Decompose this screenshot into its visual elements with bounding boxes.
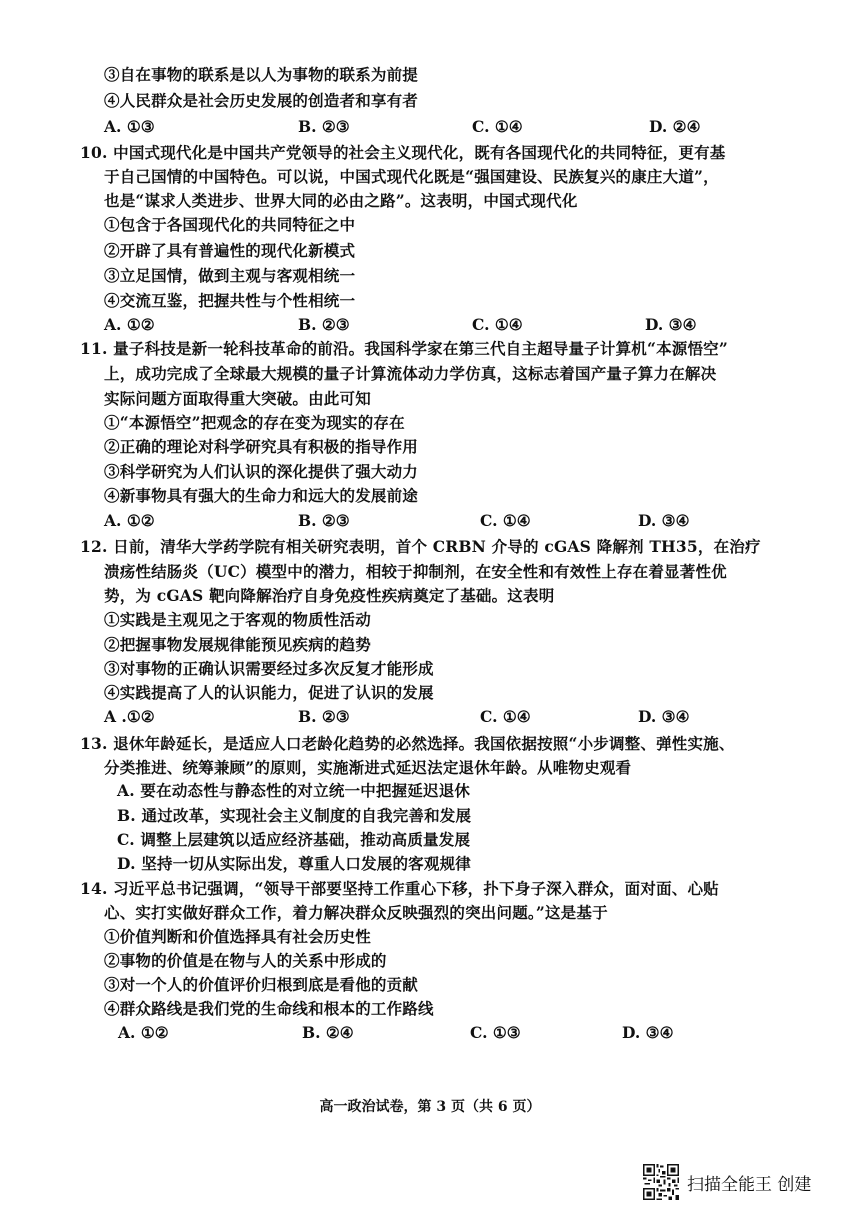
question-11-options bbox=[104, 510, 724, 532]
question-11-item-1: ①“本源悟空”把观念的存在变为现实的存在 bbox=[104, 413, 405, 432]
option-a: A. ①③ bbox=[104, 117, 155, 136]
question-12-item-4: ④实践提高了人的认识能力，促进了认识的发展 bbox=[104, 683, 434, 702]
question-12-stem-line-2: 溃疡性结肠炎（UC）模型中的潜力，相较于抑制剂，在安全性和有效性上存在着显著性优 bbox=[104, 562, 727, 581]
option-b: B. ②③ bbox=[298, 117, 350, 136]
question-10-stem-line-2: 于自己国情的中国特色。可以说，中国式现代化既是“强国建设、民族复兴的康庄大道”， bbox=[104, 167, 719, 186]
question-14-item-1: ①价值判断和价值选择具有社会历史性 bbox=[104, 927, 371, 946]
option-c: C. ①④ bbox=[472, 117, 523, 136]
option-b: B. ②③ bbox=[298, 315, 350, 334]
page-footer: 高一政治试卷，第 3 页（共 6 页） bbox=[319, 1099, 541, 1115]
question-10-options bbox=[104, 314, 724, 336]
question-10-item-2: ②开辟了具有普遍性的现代化新模式 bbox=[104, 241, 356, 260]
question-10-item-4: ④交流互鉴，把握共性与个性相统一 bbox=[104, 291, 356, 310]
question-12-item-2: ②把握事物发展规律能预见疾病的趋势 bbox=[104, 635, 371, 654]
question-11-item-2: ②正确的理论对科学研究具有积极的指导作用 bbox=[104, 437, 419, 456]
watermark-text: 扫描全能王 创建 bbox=[687, 1174, 812, 1195]
question-10-stem-line-1: 10. 中国式现代化是中国共产党领导的社会主义现代化，既有各国现代化的共同特征，更有基 bbox=[80, 143, 726, 162]
question-10-item-3: ③立足国情，做到主观与客观相统一 bbox=[104, 266, 356, 285]
question-9-item-3: ③自在事物的联系是以人为事物的联系为前提 bbox=[104, 65, 419, 84]
question-13-stem-line-1: 13. 退休年龄延长，是适应人口老龄化趋势的必然选择。我国依据按照“小步调整、弹性实施、 bbox=[80, 734, 735, 753]
option-d: D. ③④ bbox=[622, 1023, 674, 1042]
option-c: C. ①④ bbox=[480, 511, 531, 530]
scanner-watermark bbox=[643, 1162, 811, 1202]
question-14-item-4: ④群众路线是我们党的生命线和根本的工作路线 bbox=[104, 999, 434, 1018]
option-a: A .①② bbox=[104, 707, 155, 726]
question-11-stem-line-2: 上，成功完成了全球最大规模的量子计算流体动力学仿真，这标志着国产量子算力在解决 bbox=[104, 364, 717, 383]
question-11-stem-line-1: 11. 量子科技是新一轮科技革命的前沿。我国科学家在第三代自主超导量子计算机“本源悟空” bbox=[80, 339, 728, 358]
question-10-item-1: ①包含于各国现代化的共同特征之中 bbox=[104, 215, 356, 234]
question-13-option-c: C. 调整上层建筑以适应经济基础，推动高质量发展 bbox=[117, 830, 471, 849]
option-b: B. ②④ bbox=[302, 1023, 354, 1042]
option-a: A. ①② bbox=[118, 1023, 169, 1042]
option-c: C. ①④ bbox=[472, 315, 523, 334]
option-c: C. ①④ bbox=[480, 707, 531, 726]
question-11-item-4: ④新事物具有强大的生命力和远大的发展前途 bbox=[104, 486, 419, 505]
question-11-item-3: ③科学研究为人们认识的深化提供了强大动力 bbox=[104, 462, 419, 481]
question-11-stem-line-3: 实际问题方面取得重大突破。由此可知 bbox=[104, 389, 371, 408]
question-12-item-1: ①实践是主观见之于客观的物质性活动 bbox=[104, 610, 371, 629]
question-14-stem-line-1: 14. 习近平总书记强调，“领导干部要坚持工作重心下移，扑下身子深入群众，面对面、心贴 bbox=[80, 879, 719, 898]
question-13-stem-line-2: 分类推进、统筹兼顾”的原则，实施渐进式延迟法定退休年龄。从唯物史观看 bbox=[104, 758, 632, 777]
question-9-options bbox=[104, 116, 724, 138]
question-12-options bbox=[104, 706, 724, 728]
question-14-stem-line-2: 心、实打实做好群众工作，着力解决群众反映强烈的突出问题。”这是基于 bbox=[104, 903, 608, 922]
option-d: D. ③④ bbox=[638, 707, 690, 726]
question-14-options bbox=[104, 1022, 724, 1044]
qr-code-icon bbox=[643, 1164, 679, 1200]
question-12-item-3: ③对事物的正确认识需要经过多次反复才能形成 bbox=[104, 659, 434, 678]
option-d: D. ②④ bbox=[649, 117, 701, 136]
question-13-option-b: B. 通过改革，实现社会主义制度的自我完善和发展 bbox=[117, 806, 472, 825]
question-14-item-2: ②事物的价值是在物与人的关系中形成的 bbox=[104, 951, 387, 970]
question-14-item-3: ③对一个人的价值评价归根到底是看他的贡献 bbox=[104, 975, 419, 994]
option-b: B. ②③ bbox=[298, 511, 350, 530]
option-b: B. ②③ bbox=[298, 707, 350, 726]
option-a: A. ①② bbox=[104, 315, 155, 334]
question-13-option-d: D. 坚持一切从实际出发，尊重人口发展的客观规律 bbox=[117, 854, 471, 873]
question-13-option-a: A. 要在动态性与静态性的对立统一中把握延迟退休 bbox=[117, 781, 471, 800]
question-9-item-4: ④人民群众是社会历史发展的创造者和享有者 bbox=[104, 91, 419, 110]
option-a: A. ①② bbox=[104, 511, 155, 530]
question-12-stem-line-1: 12. 日前，清华大学药学院有相关研究表明，首个 CRBN 介导的 cGAS 降解剂 TH35，在治疗 bbox=[80, 537, 761, 556]
question-12-stem-line-3: 势，为 cGAS 靶向降解治疗自身免疫性疾病奠定了基础。这表明 bbox=[104, 586, 555, 605]
question-10-stem-line-3: 也是“谋求人类进步、世界大同的必由之路”。这表明，中国式现代化 bbox=[104, 191, 578, 210]
option-c: C. ①③ bbox=[470, 1023, 521, 1042]
option-d: D. ③④ bbox=[638, 511, 690, 530]
option-d: D. ③④ bbox=[645, 315, 697, 334]
